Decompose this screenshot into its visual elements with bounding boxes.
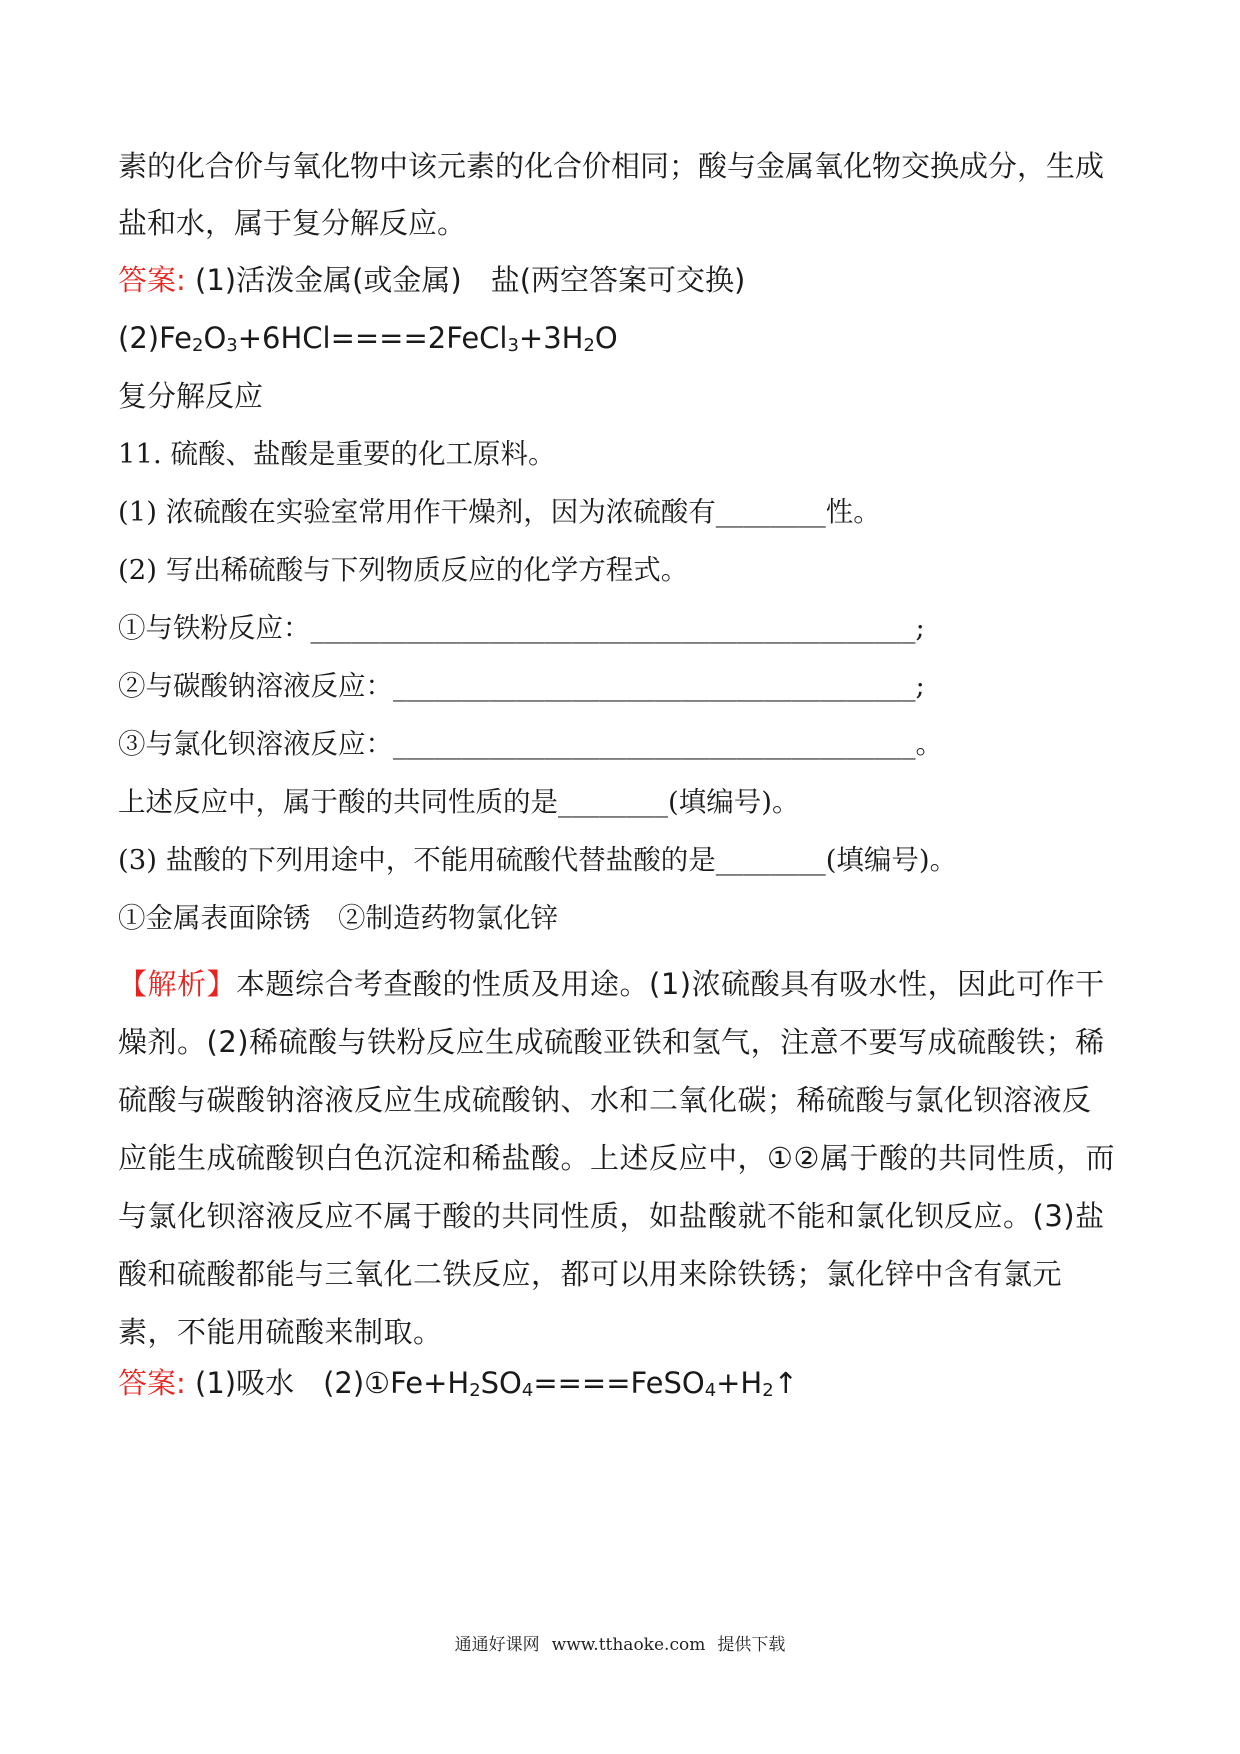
question-part: (3) 盐酸的下列用途中，不能用硫酸代替盐酸的是________(填编号)。 (118, 844, 958, 876)
equation-part: ====FeSO (533, 1366, 705, 1400)
answer-text: (1)活泼金属(或金属) 盐(两空答案可交换) (185, 263, 746, 297)
subscript: 3 (226, 335, 238, 357)
analysis-label: 【解析】 (118, 967, 237, 1001)
question-part: 上述反应中，属于酸的共同性质的是________(填编号)。 (118, 786, 800, 818)
equation-part: +H (716, 1366, 763, 1400)
question-options: ①金属表面除锈 ②制造药物氯化锌 (118, 902, 558, 934)
question-part: (2) 写出稀硫酸与下列物质反应的化学方程式。 (118, 554, 689, 586)
page-footer (0, 1630, 1240, 1655)
equation-part: +3H (518, 321, 584, 355)
equation-part: ↑ (773, 1366, 798, 1400)
question-title: 11. 硫酸、盐酸是重要的化工原料。 (118, 438, 556, 470)
subscript: 3 (507, 335, 519, 357)
subscript: 4 (521, 1380, 534, 1402)
question-blank: ③与氯化钡溶液反应：______________________________________。 (118, 728, 943, 760)
answer-line (118, 260, 745, 300)
equation-part: (1)吸水 (2)①Fe+H (185, 1366, 470, 1400)
subscript: 2 (469, 1380, 481, 1402)
text-line: 盐和水，属于复分解反应。 (118, 206, 467, 240)
equation-part: SO (480, 1366, 522, 1400)
answer-label: 答案: (118, 1366, 186, 1400)
subscript: 2 (192, 335, 204, 357)
text-line: 素的化合价与氧化物中该元素的化合价相同；酸与金属氧化物交换成分，生成 (118, 149, 1105, 183)
equation-part: +6HCl====2FeCl (237, 321, 508, 355)
equation-line (118, 318, 618, 358)
analysis-text: 本题综合考查酸的性质及用途。(1)浓硫酸具有吸水性，因此可作干燥剂。(2)稀硫酸与铁粉反应生成硫酸亚铁和氢气，注意不要写成硫酸铁；稀硫酸与碳酸钠溶液反应生成硫酸钠、水和二氧化碳；稀硫酸与氯化钡溶液反应能生成硫酸钡白色沉淀和稀盐酸。上述反应中，①②属于酸的共同性质，而与氯化钡溶液反应不属于酸的共同性质，如盐酸就不能和氯化钡反应。(3)盐酸和硫酸都能与三氧化二铁反应，都可以用来除铁锈；氯化锌中含有氯元素，不能用硫酸来制取。 (118, 967, 1115, 1349)
analysis-paragraph (118, 955, 1118, 1361)
question-blank: ②与碳酸钠溶液反应：______________________________________; (118, 670, 925, 702)
answer-label: 答案: (118, 263, 186, 297)
footer-url[interactable]: www.tthaoke.com (551, 1635, 706, 1655)
question-part: (1) 浓硫酸在实验室常用作干燥剂，因为浓硫酸有________性。 (118, 496, 881, 528)
subscript: 2 (762, 1380, 774, 1402)
footer-site: 通通好课网 (454, 1635, 540, 1655)
subscript: 2 (583, 335, 595, 357)
reaction-type: 复分解反应 (118, 379, 264, 413)
answer-line (118, 1363, 798, 1403)
footer-note: 提供下载 (717, 1635, 786, 1655)
equation-part: O (594, 321, 618, 355)
subscript: 4 (704, 1380, 717, 1402)
equation-part: O (203, 321, 227, 355)
equation-part: (2)Fe (118, 321, 193, 355)
question-blank: ①与铁粉反应：____________________________________________; (118, 612, 925, 644)
